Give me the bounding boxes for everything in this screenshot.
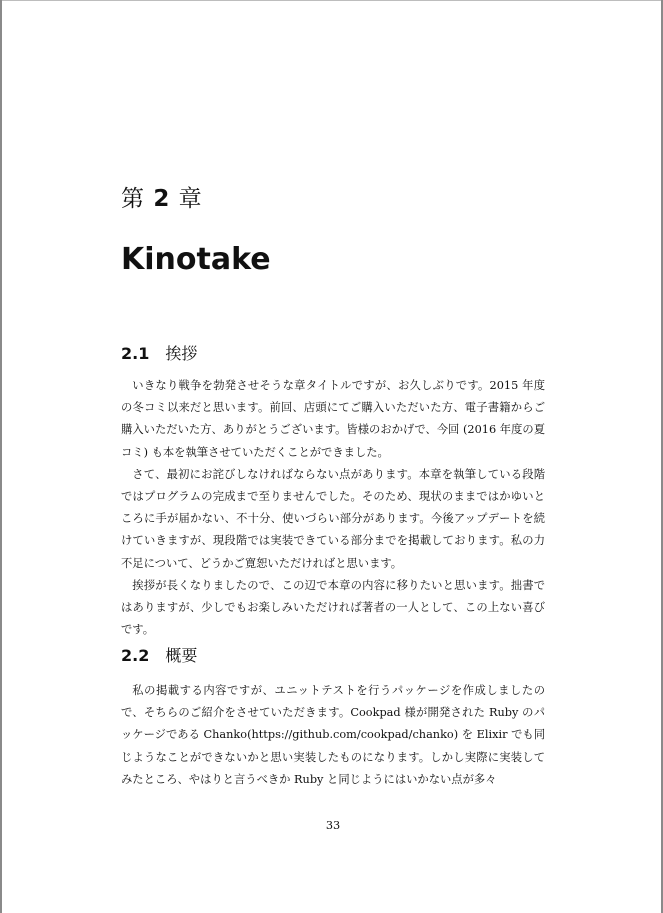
section-title: 概要 (165, 646, 198, 665)
chapter-title: Kinotake (121, 242, 271, 277)
chapter-prefix: 第 (121, 186, 145, 212)
paragraph: いきなり戦争を勃発させそうな章タイトルですが、お久しぶりです。2015 年度の冬コミ以来だと思います。前回、店頭にてご購入いただいた方、電子書籍からご購入いただいた方、ありがとうございます。皆様のおかげで、今回 (2016 年度の夏コミ) も本を執筆させていただくことができました。 (121, 379, 545, 459)
section-heading-greeting (121, 343, 197, 365)
paragraph: 挨拶が長くなりましたので、この辺で本章の内容に移りたいと思います。拙書ではありますが、少しでもお楽しみいただければ著者の一人として、この上ない喜びです。 (121, 578, 545, 637)
chapter-label (121, 184, 203, 214)
section-title: 挨拶 (165, 344, 198, 363)
chapter-number: 2 (153, 186, 171, 212)
section-body-greeting (121, 375, 545, 641)
paragraph: さて、最初にお詫びしなければならない点があります。本章を執筆している段階ではプログラムの完成まで至りませんでした。そのため、現状のままではかゆいところに手が届かない、不十分、使いづらい部分があります。今後アップデートを続けていきますが、現段階では実装できている部分までを掲載しております。私の力不足について、どうかご寛恕いただければと思います。 (121, 467, 545, 570)
section-number: 2.1 (121, 344, 150, 363)
page-left-edge (0, 0, 2, 913)
section-heading-overview (121, 645, 197, 667)
section-body-overview (121, 680, 545, 791)
page-number: 33 (325, 819, 341, 832)
section-number: 2.2 (121, 646, 150, 665)
document-page (121, 0, 545, 913)
paragraph: 私の掲載する内容ですが、ユニットテストを行うパッケージを作成しましたので、そちらのご紹介をさせていただきます。Cookpad 様が開発された Ruby のパッケージである Chanko(https://github.com/cookpad/chanko) を Elixir でも同じようなことができないかと思い実装したものになります。しかし実際に実装してみたところ、やはりと言うべきか Ruby と同じようにはいかない点が多々 (121, 684, 545, 786)
chapter-suffix: 章 (178, 186, 203, 212)
